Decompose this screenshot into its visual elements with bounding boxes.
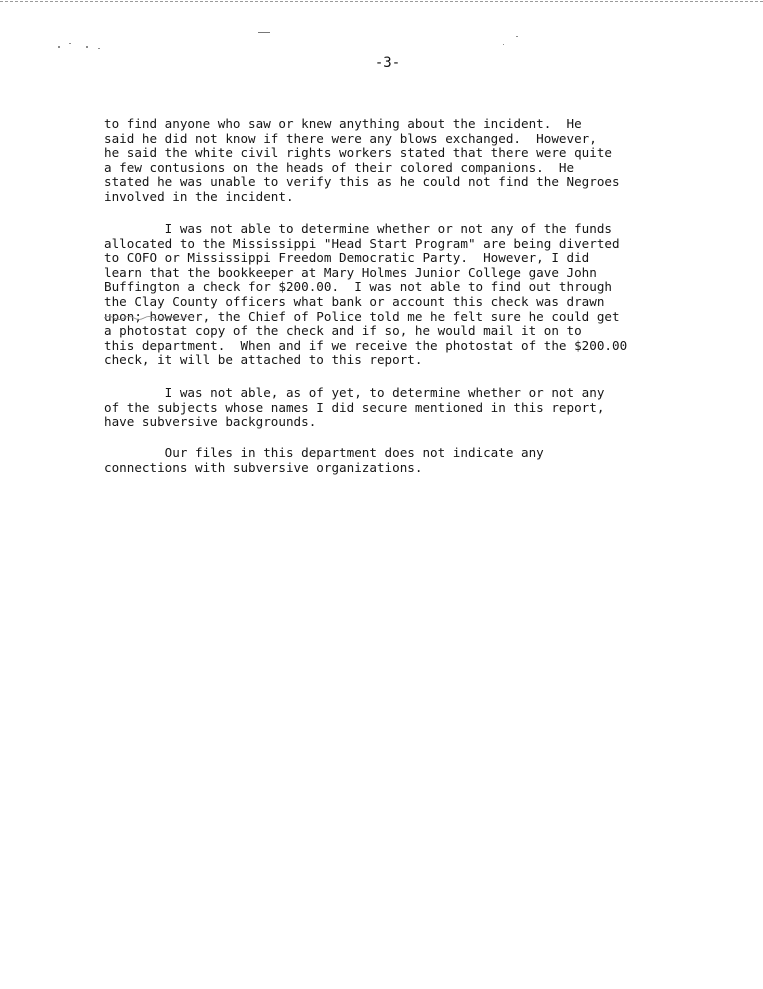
paragraph-3: I was not able, as of yet, to determine whether or not any of the subjects whose names I did secure mentioned in this report, have subversive backgrounds. bbox=[104, 385, 605, 430]
scan-speck bbox=[86, 46, 88, 48]
paragraph-4: Our files in this department does not indicate any connections with subversive organizations. bbox=[104, 445, 544, 475]
page-top-edge bbox=[0, 1, 763, 2]
page-number: -3- bbox=[374, 55, 401, 71]
scan-mark bbox=[258, 32, 270, 33]
scan-speck bbox=[69, 43, 71, 44]
paragraph-2: I was not able to determine whether or not any of the funds allocated to the Mississippi "Head Start Program" are being diverted to COFO or Mississippi Freedom Democratic Party. However, I did learn that the bookkeeper at Mary Holmes Junior College gave John Buffington a check for $200.00. I was not able to find out through the Clay County officers what bank or account this check was drawn upon; however, the Chief of Police told me he felt sure he could get a photostat copy of the check and if so, he would mail it on to this department. When and if we receive the photostat of the $200.00 check, it will be attached to this report. bbox=[104, 221, 628, 368]
scan-speck bbox=[516, 36, 518, 37]
paragraph-1: to find anyone who saw or knew anything about the incident. He said he did not know if there were any blows exchanged. However, he said the white civil rights workers stated that there were quite a few contusions on the heads of their colored companions. He stated he was unable to verify this as he could not find the Negroes involved in the incident. bbox=[104, 116, 620, 204]
scan-speck bbox=[58, 46, 60, 48]
handwritten-underline bbox=[104, 315, 194, 321]
scan-speck bbox=[503, 44, 504, 45]
scan-speck bbox=[98, 48, 100, 49]
